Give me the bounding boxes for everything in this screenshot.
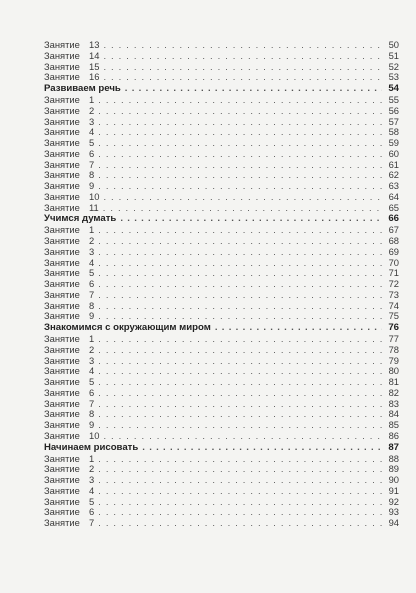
entry-number: 13 [89, 39, 100, 50]
section-title: Знакомимся с окружающим миром [44, 322, 211, 333]
entry-number: 15 [89, 60, 100, 72]
page-number: 90 [388, 474, 399, 485]
page-number: 70 [388, 256, 399, 268]
dot-leader [215, 322, 382, 334]
toc-entry [44, 311, 399, 322]
toc-entry [44, 170, 399, 181]
page-number: 89 [388, 463, 399, 475]
toc-entry [44, 127, 399, 138]
dot-leader [98, 399, 382, 410]
entry-word: Занятие [44, 397, 80, 409]
dot-leader [98, 290, 382, 301]
page-number: 75 [388, 310, 399, 322]
entry-word: Занятие [44, 474, 80, 485]
page-number: 60 [388, 147, 399, 159]
page-number: 63 [388, 180, 399, 191]
toc-entry [44, 475, 399, 486]
entry-word: Занятие [44, 158, 80, 170]
entry-word: Занятие [44, 224, 80, 236]
entry-label [44, 431, 99, 442]
entry-number: 16 [89, 71, 100, 83]
entry-number: 1 [89, 452, 95, 464]
entry-word: Занятие [44, 267, 80, 279]
entry-label [44, 518, 94, 529]
dot-leader [98, 149, 382, 160]
entry-word: Занятие [44, 115, 80, 127]
entry-number: 4 [89, 484, 95, 496]
dot-leader [98, 475, 382, 486]
entry-number: 7 [89, 158, 95, 170]
entry-word: Занятие [44, 256, 80, 268]
entry-number: 1 [89, 333, 95, 344]
page-number: 71 [388, 267, 399, 279]
toc-entry [44, 409, 399, 420]
dot-leader [98, 366, 382, 377]
dot-leader [98, 388, 382, 399]
entry-number: 5 [89, 137, 95, 148]
entry-number: 3 [89, 245, 95, 257]
dot-leader [98, 518, 382, 529]
entry-number: 11 [89, 201, 99, 213]
entry-label [44, 345, 94, 356]
section-title: Начинаем рисовать [44, 441, 139, 453]
entry-number: 7 [89, 288, 95, 300]
entry-number: 8 [89, 408, 95, 420]
toc-entry [44, 117, 399, 128]
page-number: 66 [388, 213, 399, 225]
entry-label [44, 486, 94, 497]
page-number: 72 [388, 278, 399, 289]
page-number: 87 [388, 441, 399, 453]
toc-section-heading [44, 322, 399, 334]
entry-number: 4 [89, 256, 95, 268]
entry-word: Занятие [44, 137, 80, 148]
dot-leader [98, 181, 382, 192]
page-number: 78 [388, 343, 399, 355]
entry-number: 10 [89, 429, 100, 441]
page-number: 59 [388, 137, 399, 148]
dot-leader [125, 83, 382, 95]
entry-word: Занятие [44, 104, 80, 116]
entry-word: Занятие [44, 147, 80, 159]
toc-entry [44, 149, 399, 160]
toc-section-heading [44, 442, 399, 454]
entry-number: 4 [89, 365, 95, 377]
toc-entry [44, 366, 399, 377]
entry-number: 1 [89, 224, 95, 236]
entry-word: Занятие [44, 49, 80, 61]
page-number: 84 [388, 408, 399, 420]
entry-word: Занятие [44, 452, 80, 464]
toc-entry [44, 497, 399, 508]
dot-leader [98, 138, 382, 149]
page-number: 88 [388, 452, 399, 464]
entry-word: Занятие [44, 463, 80, 475]
entry-number: 2 [89, 463, 95, 475]
entry-number: 10 [89, 190, 100, 202]
entry-number: 3 [89, 474, 95, 485]
dot-leader [103, 192, 382, 203]
toc-entry [44, 51, 399, 62]
entry-number: 7 [89, 517, 95, 528]
dot-leader [98, 279, 382, 290]
entry-word: Занятие [44, 299, 80, 311]
page-number: 50 [388, 39, 399, 50]
entry-word: Занятие [44, 386, 80, 398]
dot-leader [98, 301, 382, 312]
entry-word: Занятие [44, 278, 80, 289]
dot-leader [98, 170, 382, 181]
entry-word: Занятие [44, 288, 80, 300]
entry-word: Занятие [44, 408, 80, 420]
dot-leader [103, 62, 382, 73]
entry-number: 5 [89, 376, 95, 387]
toc-entry [44, 507, 399, 518]
dot-leader [98, 345, 382, 356]
dot-leader [103, 203, 382, 214]
page-number: 74 [388, 299, 399, 311]
page-number: 53 [388, 71, 399, 83]
entry-label [44, 192, 99, 203]
page-number: 79 [388, 354, 399, 366]
toc-entry [44, 106, 399, 117]
entry-number: 6 [89, 386, 95, 398]
dot-leader [98, 356, 382, 367]
page-number: 52 [388, 60, 399, 72]
dot-leader [98, 247, 382, 258]
toc-entry [44, 334, 399, 345]
dot-leader [98, 497, 382, 508]
entry-word: Занятие [44, 180, 80, 191]
page-number: 69 [388, 245, 399, 257]
toc-entry [44, 72, 399, 83]
toc-entry [44, 518, 399, 529]
entry-label [44, 388, 94, 399]
dot-leader [98, 507, 382, 518]
page-number: 51 [388, 49, 399, 61]
entry-number: 8 [89, 299, 95, 311]
dot-leader [120, 213, 382, 225]
entry-word: Занятие [44, 94, 80, 105]
toc-section-heading [44, 83, 399, 95]
entry-word: Занятие [44, 201, 80, 213]
page-number: 61 [388, 158, 399, 170]
page-number: 55 [388, 94, 399, 105]
entry-word: Занятие [44, 354, 80, 366]
toc-entry [44, 290, 399, 301]
entry-number: 14 [89, 49, 100, 61]
page-number: 86 [388, 429, 399, 441]
entry-number: 5 [89, 495, 95, 507]
toc-entry [44, 160, 399, 171]
toc-entry [44, 388, 399, 399]
dot-leader [142, 442, 382, 454]
entry-word: Занятие [44, 506, 80, 518]
entry-number: 2 [89, 104, 95, 116]
entry-word: Занятие [44, 245, 80, 257]
entry-word: Занятие [44, 517, 80, 528]
dot-leader [103, 431, 382, 442]
entry-number: 9 [89, 180, 95, 191]
entry-label [44, 247, 94, 258]
toc-entry [44, 225, 399, 236]
toc-entry [44, 192, 399, 203]
entry-label [44, 311, 94, 322]
entry-label [44, 106, 94, 117]
page-number: 73 [388, 288, 399, 300]
entry-word: Занятие [44, 376, 80, 387]
entry-word: Занятие [44, 39, 80, 50]
page-number: 67 [388, 224, 399, 236]
page-number: 80 [388, 365, 399, 377]
entry-number: 6 [89, 147, 95, 159]
page-number: 56 [388, 104, 399, 116]
page-number: 93 [388, 506, 399, 518]
page-number: 91 [388, 484, 399, 496]
page-number: 81 [388, 376, 399, 387]
page-number: 62 [388, 169, 399, 181]
entry-word: Занятие [44, 343, 80, 355]
toc-entry [44, 95, 399, 106]
entry-number: 7 [89, 397, 95, 409]
entry-label [44, 51, 99, 62]
entry-number: 2 [89, 343, 95, 355]
toc-entry [44, 138, 399, 149]
dot-leader [103, 40, 382, 51]
table-of-contents [44, 40, 399, 529]
dot-leader [98, 95, 382, 106]
dot-leader [98, 236, 382, 247]
toc-entry [44, 454, 399, 465]
dot-leader [98, 377, 382, 388]
entry-word: Занятие [44, 495, 80, 507]
dot-leader [98, 486, 382, 497]
page-number: 94 [388, 517, 399, 528]
toc-entry [44, 356, 399, 367]
entry-word: Занятие [44, 419, 80, 430]
entry-word: Занятие [44, 169, 80, 181]
entry-word: Занятие [44, 190, 80, 202]
dot-leader [98, 117, 382, 128]
dot-leader [98, 225, 382, 236]
toc-entry [44, 279, 399, 290]
entry-number: 2 [89, 235, 95, 246]
toc-entry [44, 203, 399, 214]
entry-word: Занятие [44, 365, 80, 377]
toc-entry [44, 431, 399, 442]
toc-entry [44, 247, 399, 258]
entry-number: 3 [89, 115, 95, 127]
dot-leader [98, 334, 382, 345]
page-number: 65 [388, 201, 399, 213]
entry-number: 3 [89, 354, 95, 366]
entry-word: Занятие [44, 429, 80, 441]
dot-leader [98, 409, 382, 420]
section-title: Развиваем речь [44, 83, 121, 94]
dot-leader [98, 268, 382, 279]
entry-number: 9 [89, 419, 95, 430]
entry-number: 5 [89, 267, 95, 279]
entry-word: Занятие [44, 71, 80, 83]
entry-number: 6 [89, 278, 95, 289]
dot-leader [98, 420, 382, 431]
page-number: 85 [388, 419, 399, 430]
entry-number: 8 [89, 169, 95, 181]
dot-leader [98, 464, 382, 475]
dot-leader [98, 160, 382, 171]
toc-entry [44, 258, 399, 269]
page-number: 54 [388, 83, 399, 94]
section-title: Учимся думать [44, 213, 117, 225]
page-number: 92 [388, 495, 399, 507]
toc-entry [44, 268, 399, 279]
entry-word: Занятие [44, 310, 80, 322]
entry-word: Занятие [44, 235, 80, 246]
toc-section-heading [44, 213, 399, 225]
entry-number: 1 [89, 94, 95, 105]
dot-leader [98, 311, 382, 322]
entry-word: Занятие [44, 60, 80, 72]
toc-entry [44, 301, 399, 312]
entry-label [44, 203, 99, 214]
entry-word: Занятие [44, 126, 80, 138]
page-number: 83 [388, 397, 399, 409]
page-number: 68 [388, 235, 399, 246]
toc-entry [44, 345, 399, 356]
dot-leader [98, 454, 382, 465]
page-number: 64 [388, 190, 399, 202]
dot-leader [103, 51, 382, 62]
dot-leader [98, 258, 382, 269]
entry-label [44, 290, 94, 301]
dot-leader [103, 72, 382, 83]
page-number: 77 [388, 333, 399, 344]
page-number: 82 [388, 386, 399, 398]
toc-entry [44, 464, 399, 475]
entry-label [44, 72, 99, 83]
entry-number: 6 [89, 506, 95, 518]
entry-word: Занятие [44, 484, 80, 496]
entry-number: 4 [89, 126, 95, 138]
toc-entry [44, 486, 399, 497]
page-number: 57 [388, 115, 399, 127]
toc-entry [44, 377, 399, 388]
entry-label [44, 149, 94, 160]
toc-entry [44, 399, 399, 410]
page-number: 76 [388, 322, 399, 333]
toc-entry [44, 236, 399, 247]
dot-leader [98, 106, 382, 117]
entry-number: 9 [89, 310, 95, 322]
dot-leader [98, 127, 382, 138]
page-number: 58 [388, 126, 399, 138]
entry-word: Занятие [44, 333, 80, 344]
